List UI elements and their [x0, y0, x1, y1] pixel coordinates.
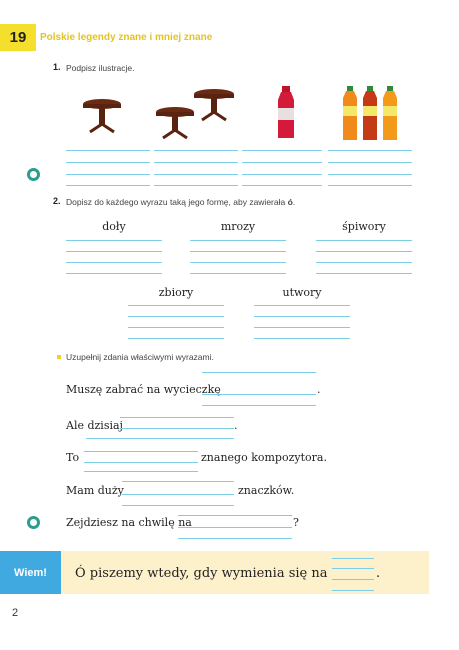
answer-line[interactable] — [190, 273, 286, 274]
answer-line[interactable] — [154, 185, 238, 186]
table-icon — [194, 89, 234, 120]
answer-line[interactable] — [154, 150, 238, 151]
task-3-bullet-icon — [57, 355, 61, 359]
tables-illustration — [80, 86, 240, 146]
word-mrozy: mrozy — [220, 220, 256, 233]
answer-line[interactable] — [178, 515, 292, 516]
answer-line[interactable] — [66, 240, 162, 241]
page-number: 2 — [12, 607, 19, 619]
answer-line[interactable] — [316, 273, 412, 274]
lesson-number: 19 — [0, 24, 36, 51]
answer-line[interactable] — [120, 417, 234, 418]
answer-line[interactable] — [128, 305, 224, 306]
answer-line[interactable] — [84, 462, 198, 463]
wiem-rule-text: Ó piszemy wtedy, gdy wymienia się na — [75, 566, 328, 581]
answer-line[interactable] — [66, 185, 150, 186]
bottle-icon — [343, 86, 357, 140]
task-2-number: 2. — [53, 196, 61, 206]
table-icon — [83, 99, 121, 132]
answer-line[interactable] — [328, 162, 412, 163]
answer-line[interactable] — [332, 558, 374, 559]
answer-line[interactable] — [254, 338, 350, 339]
answer-line[interactable] — [328, 174, 412, 175]
answer-line[interactable] — [122, 505, 234, 506]
answer-line[interactable] — [242, 185, 322, 186]
sentence-4-before: Mam duży — [66, 484, 124, 497]
sentence-5-before: Zejdziesz na chwilę na — [66, 516, 192, 529]
answer-line[interactable] — [254, 305, 350, 306]
sentence-5-after: ? — [293, 516, 299, 529]
answer-line[interactable] — [84, 451, 198, 452]
answer-line[interactable] — [190, 240, 286, 241]
answer-line[interactable] — [190, 251, 286, 252]
lesson-title: Polskie legendy znane i mniej znane — [40, 32, 213, 43]
answer-line[interactable] — [122, 494, 234, 495]
answer-line[interactable] — [178, 538, 292, 539]
wiem-rule-end: . — [376, 566, 381, 581]
answer-line[interactable] — [66, 262, 162, 263]
answer-line[interactable] — [328, 185, 412, 186]
answer-line[interactable] — [66, 273, 162, 274]
margin-circle-marker — [27, 516, 40, 529]
answer-line[interactable] — [202, 394, 316, 395]
word-zbiory: zbiory — [158, 286, 194, 299]
task-3-instruction: Uzupełnij zdania właściwymi wyrazami. — [66, 352, 214, 362]
answer-line[interactable] — [316, 262, 412, 263]
answer-line[interactable] — [254, 316, 350, 317]
task-1-instruction: Podpisz ilustracje. — [66, 63, 135, 73]
answer-line[interactable] — [332, 568, 374, 569]
task-2-instruction-main: Dopisz do każdego wyrazu taką jego formę, aby zawierała — [66, 197, 288, 207]
sentence-3-before: To — [66, 451, 80, 464]
answer-line[interactable] — [66, 150, 150, 151]
task-2-instruction-end: . — [292, 197, 296, 207]
sentence-4-after: znaczków. — [238, 484, 295, 497]
answer-line[interactable] — [242, 150, 322, 151]
bottle-icon — [278, 86, 294, 138]
answer-line[interactable] — [202, 372, 316, 373]
task-2-instruction — [66, 197, 295, 207]
word-doly: doły — [102, 220, 126, 233]
answer-line[interactable] — [332, 590, 374, 591]
sentence-1-after: . — [317, 383, 321, 396]
answer-line[interactable] — [66, 174, 150, 175]
answer-line[interactable] — [154, 162, 238, 163]
answer-line[interactable] — [316, 240, 412, 241]
word-spiwory: śpiwory — [342, 220, 386, 233]
wiem-label: Wiem! — [0, 551, 61, 594]
answer-line[interactable] — [122, 481, 234, 482]
task-2-instruction-letter: ó — [287, 197, 293, 207]
bottle-icon — [383, 86, 397, 140]
answer-line[interactable] — [154, 174, 238, 175]
answer-line[interactable] — [316, 251, 412, 252]
answer-line[interactable] — [128, 338, 224, 339]
bottle-illustration — [272, 86, 302, 141]
answer-line[interactable] — [328, 150, 412, 151]
sentence-2-before: Ale dzisiaj — [66, 419, 123, 432]
answer-line[interactable] — [242, 174, 322, 175]
answer-line[interactable] — [128, 327, 224, 328]
answer-line[interactable] — [84, 471, 198, 472]
answer-line[interactable] — [254, 327, 350, 328]
answer-line[interactable] — [66, 251, 162, 252]
margin-circle-marker — [27, 168, 40, 181]
answer-line[interactable] — [66, 162, 150, 163]
table-icon — [156, 107, 194, 138]
sentence-3-after: znanego kompozytora. — [201, 451, 327, 464]
bottle-icon — [363, 86, 377, 140]
sentence-2-after: . — [234, 419, 238, 432]
answer-line[interactable] — [178, 527, 292, 528]
answer-line[interactable] — [120, 428, 234, 429]
sentence-1-before: Muszę zabrać na wycieczkę — [66, 383, 221, 396]
answer-line[interactable] — [242, 162, 322, 163]
answer-line[interactable] — [128, 316, 224, 317]
answer-line[interactable] — [190, 262, 286, 263]
word-utwory: utwory — [282, 286, 322, 299]
answer-line[interactable] — [332, 579, 374, 580]
bottles-illustration — [340, 86, 402, 142]
task-1-number: 1. — [53, 62, 61, 72]
answer-line[interactable] — [202, 405, 316, 406]
answer-line[interactable] — [86, 438, 234, 439]
